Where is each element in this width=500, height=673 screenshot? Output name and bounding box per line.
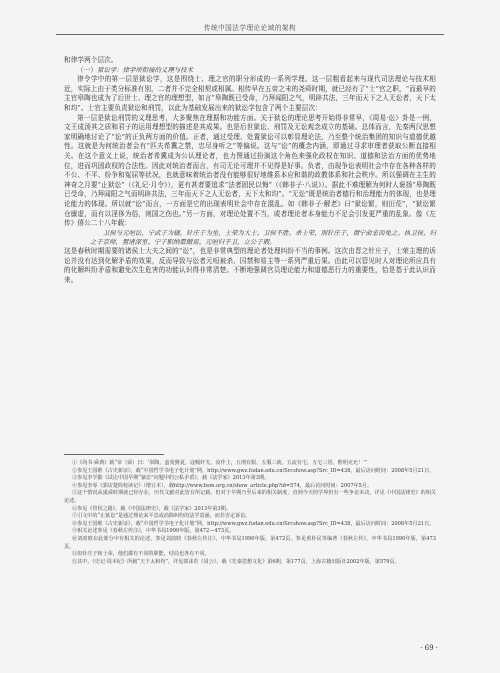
footnote: ⑧参见王国维《古史新证》，载“中国哲学书电子化计划”网，http://www.gwz.fudan.edu.cn/Srcshow.asp?Src_ID=438，最后访问时间：2008年5月21日。 (72, 520, 435, 527)
section-number: （一） (77, 65, 98, 74)
page-number: · 69 · (420, 644, 438, 652)
paragraph: 和律学两个层次。 (64, 56, 118, 64)
running-header: 传统中国法学理论论域的架构 (203, 24, 297, 32)
footnote: ②参见王国维《古史新证》，载“中国哲学书电子化计划”网，http://www.gwz.fudan.edu.cn/Srcshow.asp?Src_ID=438，最后访问时间：2008年5月21日。 (72, 467, 435, 474)
footnote: ⑤这个情况从虞舜时期就已经存在，历代文献对此皆有所记载。但对于早期乃至后来的相关制度，直到今天的学界仍有一些争论未决。详见《中国法律史》的相关论述。 (64, 490, 436, 504)
footnotes (64, 460, 436, 566)
footnote: ⑦引文中的“止狱讼”是通过理论来平息或消除纠纷的法学意涵，而非否定诉讼。 (72, 513, 251, 520)
paragraph: 第一层是狱讼刑罚的义理思考，大多聚焦在理据和功能方面。关于狱讼的理论思考开始得非常早，《周易·讼》卦是一例，文王成汤其之质和君子的运用理想型的描述是其成果。也是后世狱讼、刑罚及无讼观念成立的基础。总体而言，先秦两汉思想家明确地讨论了“讼”的正负两方面的价值。正者，通过受理、处置狱讼可以彰显理论法，乃至整个统治集团的知识与道德优越性。这就是为何统治者会有“匹夫希冀之禁，忠尽身听之”等偏说。这与“讼”的概念内涵，即通过寻求审理者获取公断直接相关。在这个意义上说，统治者希冀成为公认理论者，也力图通过扮演这个角色来强化政权在知识、道德和法治方面的优势地位，进而巩固政权的合法性。因此对统治者而言，有司无论可理并不见得是好事。负者，由现争讼表明社会中存在各种各样的不公、不平、纷争和冤屈等状况，也就意味着统治者没有能够很好地维系本应和谐的政教体系和社会秩序。所以强调在主生的神奇之月要“止狱讼”（《礼记·月令》），更有甚者要追求“法者固民以悔”（《韩非子·八说》）。据此不难理解为何时人褒扬“皋陶既已受命，乃拜闻阳之气而明辟共法，三年而天下之人无讼者，天下太和均”。“无讼”既是统治者德行和治理能力的体现，也是理论能力的体现。所以就“讼”而言，一方面是它的出现表明社会中存在混乱。如《韩非子·解老》曰“狱讼繁，则田荒”，“狱讼繁仓廪虚，而有以淫侈为俗，则国之伤也。”另一方面，对理论处置不当，或者理论者本身能力不足会引发更严重的乱象。像《左传》僖公二十八年载： (64, 113, 436, 228)
paragraph: 律令学中的第一层是狱讼学，这是围绕士、理之官的职分形成的一系列学理。这一层粗看起来与现代司法理论与技术相近，实际上由于类分标准有别，二者并不完全相契或相属。相传早在五帝之末的尧舜时期，就已经有了“士”官之职，“而最早的主官皋陶也成为了后世士、理之官的理想型，如言“皋陶既已受命，乃拜闻阳之气，明辟共法，三年而天下之人无讼者，天下太和均”。士官主要负责狱讼和刑罚，以此为基础发展出来的狱讼学包含了两个主要层次： (64, 75, 436, 112)
footnote: ⑫其中，《史记·周本纪》所载“天下太和均”，详见郭沫若《周公》，载《先秦思想文化》第6期，第177页，上海古籍出版社2002年版，第579页。 (72, 558, 400, 565)
header-rule (56, 34, 444, 35)
footnote: ④参见李零《郭店楚简校读记》（增订本），载http://www.bsm.org.cn/show_article.php?id=574，最后访问时间：2007年5月。 (72, 482, 373, 489)
paragraph: 这是春秋时期需要的诸侯士大夫之间的“讼”，也是非常典型的理论者处理纠纷不当的事例。这次由晋之针庄子，士荣主理的诉讼并没有达到化解矛盾的效果，反而导致与讼者元咺被杀、囚禁和易主等一系列严重后果。由此可以管见时人对理论所应具有的化解纠纷矛盾和避免次生危害的功能认识得非常清楚。不断地强调官员理论能力和道德恶行力的重要性，恰是基于此认识而来。 (64, 247, 436, 284)
footnote: ③参见李学勤《试论中国早期“狱讼”问题中的公私矛盾》，载《法学家》2013年第3期。 (72, 475, 270, 482)
footnote: ⑩刘韵晗在此部分中有相关的论述，参见刘韵晗《春秋左传注》，中华书局1990年版，第472页。参见黄朴民等编著《春秋左传》，中华书局1990年版，第473页。 (64, 535, 436, 550)
footnote-rule (64, 454, 164, 455)
section-title: 狱讼学：律学所衔接的义理与技术 (97, 66, 194, 74)
footnote: ⑨相关论述参见《春秋左传注》，中华书局1990年版，第472—473页。 (72, 528, 235, 535)
main-body (64, 56, 436, 285)
block-quote: 卫侯与元咺讼，宁武子为辅，针庄子为坐，士荣为大士。卫侯不胜。杀士荣，刖针庄子，谓宁俞忠而免之。执卫侯，归之于京师，置诸深室。宁子职纳橐饘焉。元咺归于卫，立公子瑕。 (90, 229, 436, 246)
footnote: ⑪如针庄子和士荣，他们都有不同的职能，结局也各有不同。 (72, 551, 210, 558)
section-heading (64, 66, 436, 76)
footnote: ①《尚书·舜典》载“帝（舜）曰：‘皋陶，蛮夷猾夏，寇贼奸宄。汝作士，五刑有服，五服三就，五流有宅，五宅三居。惟明克允！’” (72, 460, 368, 466)
footnote: ⑥参见《管侯之路》，载《中国法律史》，载《法学家》2013年第3期。 (72, 505, 231, 512)
